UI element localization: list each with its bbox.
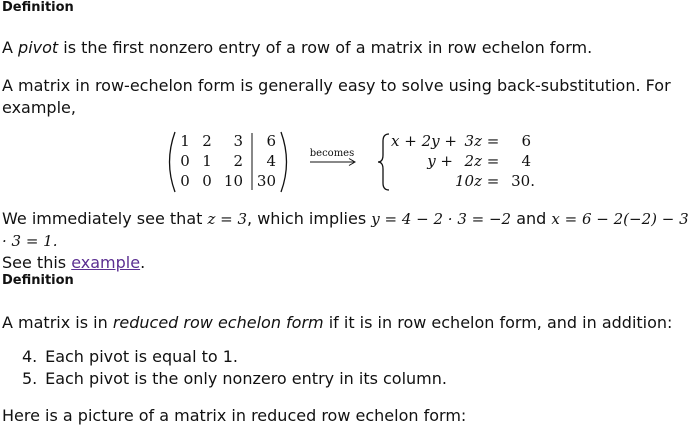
matrix-right-paren: [281, 132, 287, 192]
see-text-end: .: [140, 253, 146, 272]
picture-intro: Here is a picture of a matrix in reduced row echelon form:: [2, 406, 467, 425]
equation-2-lhs: y +: [427, 152, 453, 170]
matrix-entry: 4: [266, 152, 276, 170]
list-item-number: 5.: [22, 369, 38, 388]
rref-definition: [2, 312, 690, 334]
math-y-value: y = 4 − 2 · 3 = −2: [371, 210, 512, 228]
equation-3-rhs: 30.: [511, 172, 535, 190]
solution-text-mid: , which implies: [247, 209, 372, 228]
math-x-value: x = 6 − 2(−2) − 3 · 3 = 1.: [2, 210, 689, 250]
equation-2-z-term: 2z: [464, 152, 482, 170]
definition-heading-2: Definition: [2, 273, 74, 288]
matrix-entry: 10: [223, 172, 243, 190]
matrix-entry: 1: [202, 152, 212, 170]
becomes-label: becomes: [309, 148, 355, 159]
see-text: See this: [2, 253, 72, 272]
rref-text-pre: A matrix is in: [2, 313, 113, 332]
list-item: [22, 346, 447, 368]
matrix-entry: 0: [180, 152, 190, 170]
matrix-entry: 6: [266, 132, 276, 150]
list-item-text: Each pivot is equal to 1.: [45, 347, 239, 366]
solution-text-and: and: [511, 209, 552, 228]
rref-property-list: [4, 346, 447, 390]
equation-1-equals: =: [486, 132, 500, 150]
rref-text-post: if it is in row echelon form, and in addition:: [323, 313, 673, 332]
equation-1-rhs: 6: [521, 132, 531, 150]
matrix-entry: 2: [202, 132, 212, 150]
rref-term: reduced row echelon form: [112, 313, 324, 332]
equation-1-z-term: 3z: [464, 132, 482, 150]
example-link[interactable]: example: [71, 253, 141, 272]
example-intro: A matrix in row-echelon form is generally easy to solve using back-substitution. For example,: [2, 76, 671, 117]
pivot-term: pivot: [18, 38, 59, 57]
list-item-text: Each pivot is the only nonzero entry in its column.: [45, 369, 447, 388]
matrix-entry: 1: [180, 132, 190, 150]
matrix-entry: 30: [256, 172, 276, 190]
matrix-entry: 0: [202, 172, 212, 190]
equation-3-equals: =: [486, 172, 500, 190]
matrix-entry: 3: [233, 132, 243, 150]
equation-1-lhs: x + 2y +: [391, 132, 457, 150]
back-substitution-display: [165, 130, 545, 194]
list-item: [22, 368, 447, 390]
equation-2-rhs: 4: [521, 152, 531, 170]
system-brace: [378, 134, 389, 190]
equation-2-equals: =: [486, 152, 500, 170]
solution-text-pre: We immediately see that: [2, 209, 208, 228]
matrix-left-paren: [170, 132, 176, 192]
pivot-text-pre: A: [2, 38, 19, 57]
pivot-definition: [2, 37, 690, 59]
solution-paragraph: [2, 208, 690, 274]
matrix-entry: 0: [180, 172, 190, 190]
list-item-number: 4.: [22, 347, 38, 366]
math-z-value: z = 3: [207, 210, 248, 228]
pivot-text-post: is the first nonzero entry of a row of a matrix in row echelon form.: [58, 38, 593, 57]
equation-3-z-term: 10z: [455, 172, 482, 190]
definition-heading: Definition: [2, 0, 74, 15]
matrix-entry: 2: [233, 152, 243, 170]
